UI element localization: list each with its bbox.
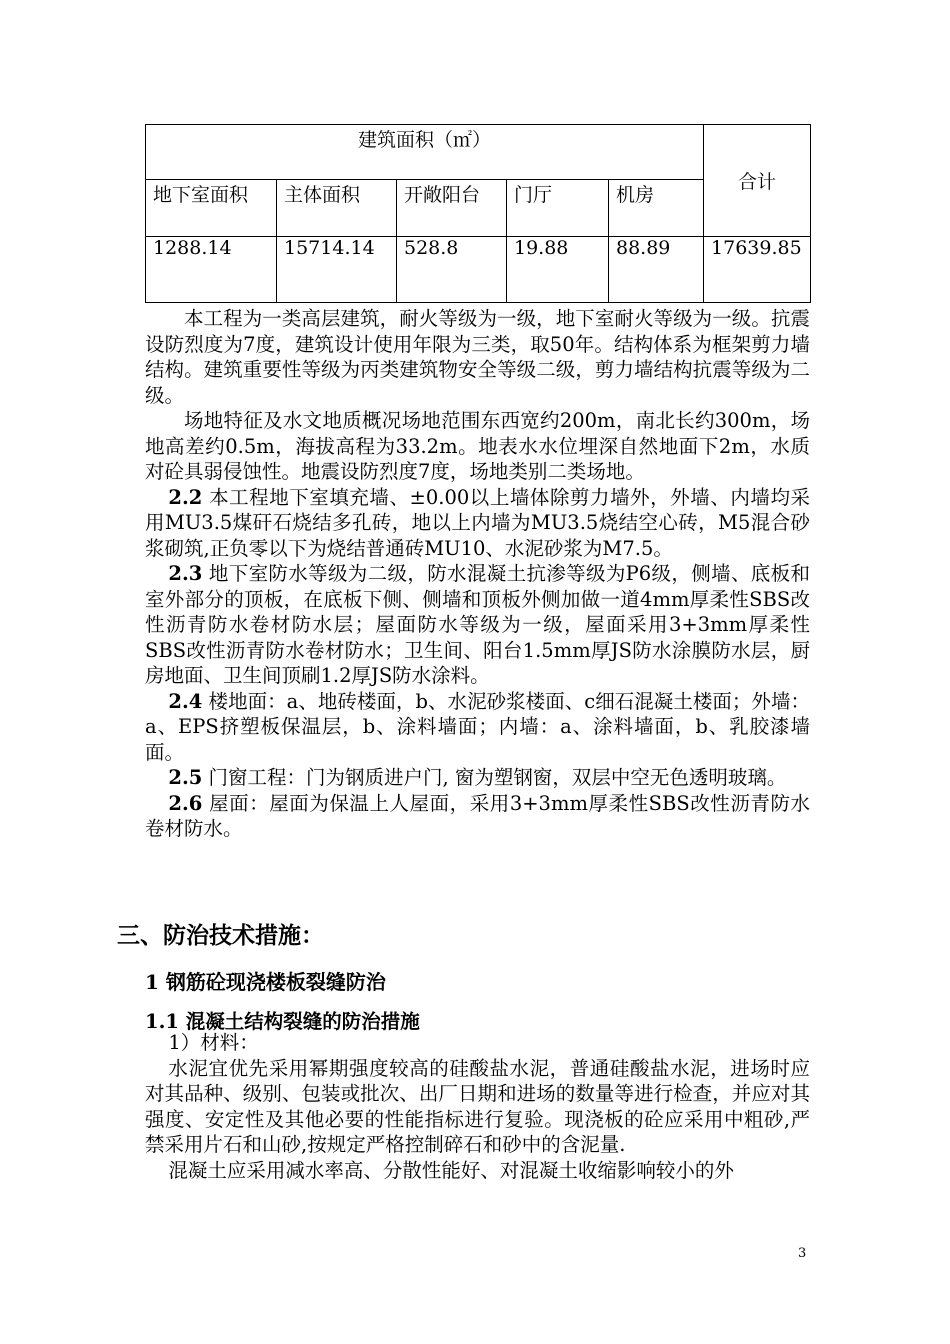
- list-item: 1）材料：: [168, 1031, 259, 1054]
- project-overview-body: [145, 306, 810, 842]
- section-number: 2.4: [168, 689, 203, 713]
- section-2-3: [145, 561, 810, 689]
- building-area-table: [145, 124, 811, 303]
- chapter-heading: 三、防治技术措施：: [117, 922, 324, 949]
- section-2-6: [145, 791, 810, 842]
- table-cell: 528.8: [397, 237, 507, 303]
- section-2-2: [145, 485, 810, 562]
- table-cell: 19.88: [507, 237, 609, 303]
- paragraph: 水泥宜优先采用幂期强度较高的硅酸盐水泥，普通硅酸盐水泥，进场时应对其品种、级别、包装或批次、出厂日期和进场的数量等进行检查，并应对其强度、安定性及其他必要的性能指标进行复验。现浇板的砼应采用中粗砂,严禁采用片石和山砂,按规定严格控制碎石和砂中的含泥量.: [145, 1056, 810, 1156]
- table-cell: 15714.14: [277, 237, 397, 303]
- paragraph: 混凝土应采用减水率高、分散性能好、对混凝土收缩影响较小的外: [168, 1158, 734, 1182]
- section-2-4: [145, 689, 810, 766]
- table-col-header: 地下室面积: [146, 180, 277, 237]
- section-heading: 1 钢筋砼现浇楼板裂缝防治: [145, 970, 386, 994]
- section-2-5: [145, 765, 810, 791]
- section-number: 2.3: [168, 562, 203, 585]
- section-text: 地下室防水等级为二级，防水混凝土抗渗等级为P6级，侧墙、底板和室外部分的顶板，在底板下侧、侧墙和顶板外侧加做一道4mm厚柔性SBS改性沥青防水卷材防水层；屋面防水等级为一级，屋面采用3+3mm厚柔性SBS改性沥青防水卷材防水；卫生间、阳台1.5mm厚JS防水涂膜防水层，厨房地面、卫生间顶刷1.2厚JS防水涂料。: [145, 562, 810, 687]
- table-cell: 88.89: [609, 237, 704, 303]
- subsection-heading: 1.1 混凝土结构裂缝的防治措施: [145, 1010, 420, 1033]
- section-number: 2.2: [168, 485, 203, 509]
- materials-body: [145, 1030, 810, 1183]
- table-total-cell: 17639.85: [704, 237, 811, 303]
- table-header-title: 建筑面积（㎡）: [146, 125, 704, 180]
- table-cell: 1288.14: [146, 237, 277, 303]
- paragraph: 场地特征及水文地质概况场地范围东西宽约200m，南北长约300m，场地高差约0.5m，海拔高程为33.2m。地表水水位埋深自然地面下2m，水质对砼具弱侵蚀性。地震设防烈度7度，场地类别二类场地。: [145, 409, 810, 483]
- section-text: 楼地面：a、地砖楼面，b、水泥砂浆楼面、c细石混凝土楼面；外墙：a、EPS挤塑板保温层，b、涂料墙面；内墙：a、涂料墙面，b、乳胶漆墙面。: [145, 689, 810, 764]
- section-number: 2.5: [168, 766, 203, 789]
- page-number: 3: [798, 1246, 807, 1261]
- section-text: 门窗工程：门为钢质进户门, 窗为塑钢窗，双层中空无色透明玻璃。: [202, 766, 787, 789]
- table-col-header: 主体面积: [277, 180, 397, 237]
- paragraph: 本工程为一类高层建筑，耐火等级为一级，地下室耐火等级为一级。抗震设防烈度为7度，建筑设计使用年限为三类，取50年。结构体系为框架剪力墙结构。建筑重要性等级为丙类建筑物安全等级二级，剪力墙结构抗震等级为二级。: [145, 307, 810, 407]
- section-text: 本工程地下室填充墙、±0.00以上墙体除剪力墙外，外墙、内墙均采用MU3.5煤矸石烧结多孔砖，地以上内墙为MU3.5烧结空心砖，M5混合砂浆砌筑,正负零以下为烧结普通砖MU10、水泥砂浆为M7.5。: [145, 485, 810, 560]
- table-col-header: 门厅: [507, 180, 609, 237]
- section-number: 2.6: [168, 791, 203, 815]
- table-total-header: 合计: [704, 125, 811, 237]
- section-text: 屋面：屋面为保温上人屋面，采用3+3mm厚柔性SBS改性沥青防水卷材防水。: [145, 791, 810, 840]
- table-col-header: 机房: [609, 180, 704, 237]
- table-col-header: 开敞阳台: [397, 180, 507, 237]
